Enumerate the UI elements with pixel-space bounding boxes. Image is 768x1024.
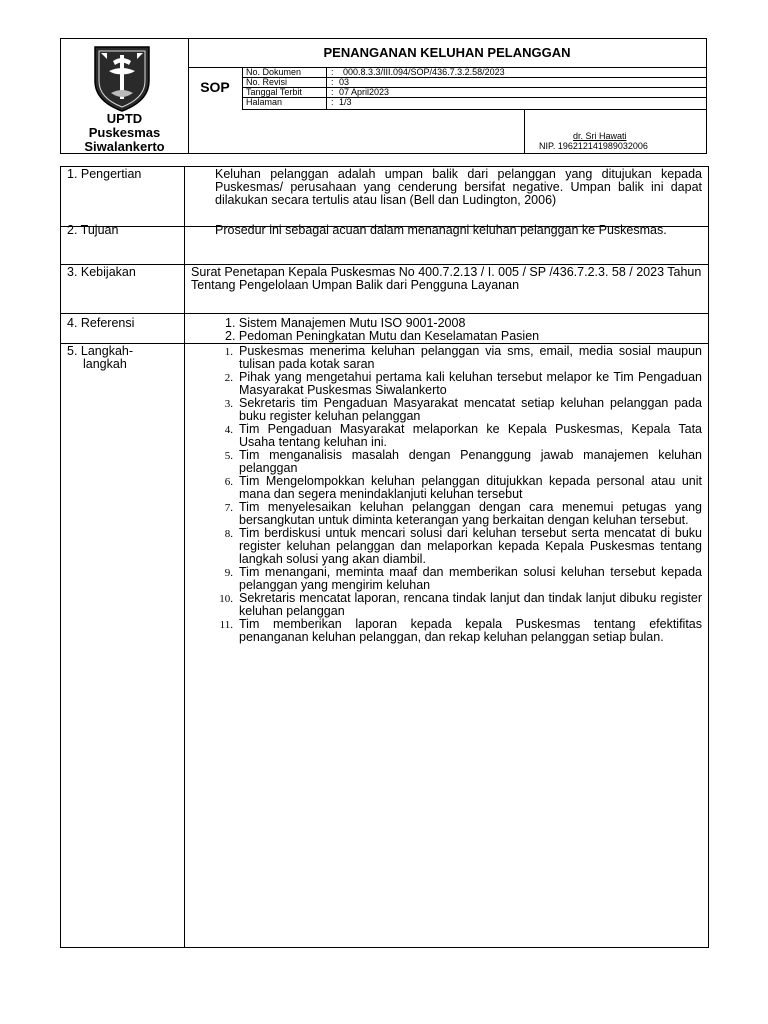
- section-label-referensi: 4. Referensi: [67, 316, 135, 330]
- step-number: 3.: [224, 398, 233, 410]
- procedure-step: [191, 527, 702, 566]
- section-label-langkah: [67, 345, 133, 371]
- procedure-step: [191, 592, 702, 618]
- procedure-step: [191, 371, 702, 397]
- step-number: 7.: [224, 502, 233, 514]
- row-divider: [61, 313, 708, 314]
- step-number: 11.: [219, 619, 233, 631]
- reference-item: 2. Pedoman Peningkatan Mutu dan Keselamatan Pasien: [225, 329, 540, 343]
- step-text: Tim Pengaduan Masyarakat melaporkan ke Kepala Puskesmas, Kepala Tata Usaha tentang keluhan ini.: [239, 422, 702, 449]
- section-label-langkah-line1: 5. Langkah-: [67, 344, 134, 358]
- section-label-kebijakan: 3. Kebijakan: [67, 265, 136, 279]
- sop-label: SOP: [200, 79, 230, 95]
- step-number: 8.: [224, 528, 233, 540]
- reference-list: [225, 317, 539, 343]
- city-emblem-logo: [89, 41, 155, 113]
- step-text: Sekretaris mencatat laporan, rencana tindak lanjut dan tindak lanjut dibuku register keluhan pelanggan: [239, 591, 702, 618]
- signature-cell: [524, 110, 706, 153]
- meta-row-halaman: [242, 97, 706, 107]
- meta-label: No. Revisi: [246, 77, 288, 87]
- section-label-tujuan: 2. Tujuan: [67, 223, 119, 237]
- meta-colon: :: [331, 67, 334, 77]
- procedure-step: [191, 501, 702, 527]
- procedure-step: [191, 345, 702, 371]
- step-number: 9.: [224, 567, 233, 579]
- meta-value: 03: [339, 77, 350, 87]
- unit-line-3: Siwalankerto: [84, 139, 165, 154]
- step-text: Tim memberikan laporan kepada kepala Puskesmas tentang efektifitas penanganan keluhan pelanggan, dan rekap keluhan pelanggan setiap bulan.: [239, 617, 702, 644]
- section-text-pengertian: Keluhan pelanggan adalah umpan balik dari pelanggan yang ditujukan kepada Puskesmas/ perusahaan yang cenderung bersifat negative. Umpan balik ini dapat dilakukan secara tertulis atau lisan (Bell dan Ludington, 2006): [215, 167, 702, 207]
- meta-label: Tanggal Terbit: [246, 87, 302, 97]
- document-title: PENANGANAN KELUHAN PELANGGAN: [323, 45, 571, 60]
- procedure-step: [191, 475, 702, 501]
- step-text: Tim menyelesaikan keluhan pelanggan dengan cara menemui petugas yang bersangkutan untuk diminta keterangan yang berkaitan dengan keluhan tersebut.: [239, 500, 702, 527]
- meta-value: 07 April2023: [339, 87, 390, 97]
- title-row: [188, 39, 706, 68]
- procedure-steps-list: [191, 345, 702, 644]
- unit-line-2: Puskesmas: [88, 125, 161, 140]
- step-number: 5.: [224, 450, 233, 462]
- step-text: Tim Mengelompokkan keluhan pelanggan ditujukkan kepada personal atau unit mana dan segera menindaklanjuti keluhan tersebut: [239, 474, 702, 501]
- procedure-step: [191, 618, 702, 644]
- section-text-kebijakan: Surat Penetapan Kepala Puskesmas No 400.7.2.13 / I. 005 / SP /436.7.2.3. 58 / 2023 Tahun Tentang Pengelolaan Umpan Balik dari Pengguna Layanan: [191, 265, 702, 292]
- procedure-step: [191, 449, 702, 475]
- section-label-langkah-line2: langkah: [83, 357, 127, 371]
- document-header: [60, 38, 707, 154]
- step-text: Tim berdiskusi untuk mencari solusi dari keluhan tersebut serta mencatat di buku register keluhan pelanggan dan melaporkan kepada Kepala Puskesmas tentang langkah solusi yang akan diambil.: [239, 526, 702, 566]
- meta-colon: :: [331, 77, 334, 87]
- signer-name: dr. Sri Hawati: [573, 131, 627, 141]
- meta-value: 000.8.3.3/III.094/SOP/436.7.3.2.58/2023: [343, 67, 505, 77]
- meta-value: 1/3: [339, 97, 352, 107]
- section-label-pengertian: 1. Pengertian: [67, 167, 142, 181]
- unit-name: [61, 112, 188, 154]
- step-text: Tim menganalisis masalah dengan Penanggung jawab manajemen keluhan pelanggan: [239, 448, 702, 475]
- step-text: Tim menangani, meminta maaf dan memberikan solusi keluhan tersebut kepada pelanggan yang mengirim keluhan: [239, 565, 702, 592]
- meta-label: No. Dokumen: [246, 67, 302, 77]
- step-text: Puskesmas menerima keluhan pelanggan via sms, email, media sosial maupun tulisan pada kotak saran: [239, 344, 702, 371]
- document-meta-table: [242, 67, 706, 110]
- meta-colon: :: [331, 97, 334, 107]
- meta-label: Halaman: [246, 97, 283, 107]
- sop-cell: [188, 67, 243, 109]
- column-divider: [184, 167, 185, 947]
- step-number: 1.: [224, 346, 233, 358]
- procedure-step: [191, 397, 702, 423]
- step-number: 6.: [224, 476, 233, 488]
- procedure-step: [191, 566, 702, 592]
- step-text: Pihak yang mengetahui pertama kali keluhan tersebut melapor ke Tim Pengaduan Masyarakat Puskesmas Siwalankerto: [239, 370, 702, 397]
- signer-nip: NIP. 196212141989032006: [539, 141, 648, 151]
- meta-colon: :: [331, 87, 334, 97]
- step-number: 2.: [224, 372, 233, 384]
- sop-content-table: [60, 166, 709, 948]
- reference-item: 1. Sistem Manajemen Mutu ISO 9001-2008: [225, 316, 466, 330]
- step-number: 10.: [219, 593, 233, 605]
- section-text-tujuan: Prosedur ini sebagai acuan dalam menanagni keluhan pelanggan ke Puskesmas.: [215, 223, 667, 237]
- procedure-step: [191, 423, 702, 449]
- unit-line-1: UPTD: [106, 111, 143, 126]
- step-number: 4.: [224, 424, 233, 436]
- step-text: Sekretaris tim Pengaduan Masyarakat mencatat setiap keluhan pelanggan pada buku register keluhan pelanggan: [239, 396, 702, 423]
- logo-cell: [61, 39, 189, 153]
